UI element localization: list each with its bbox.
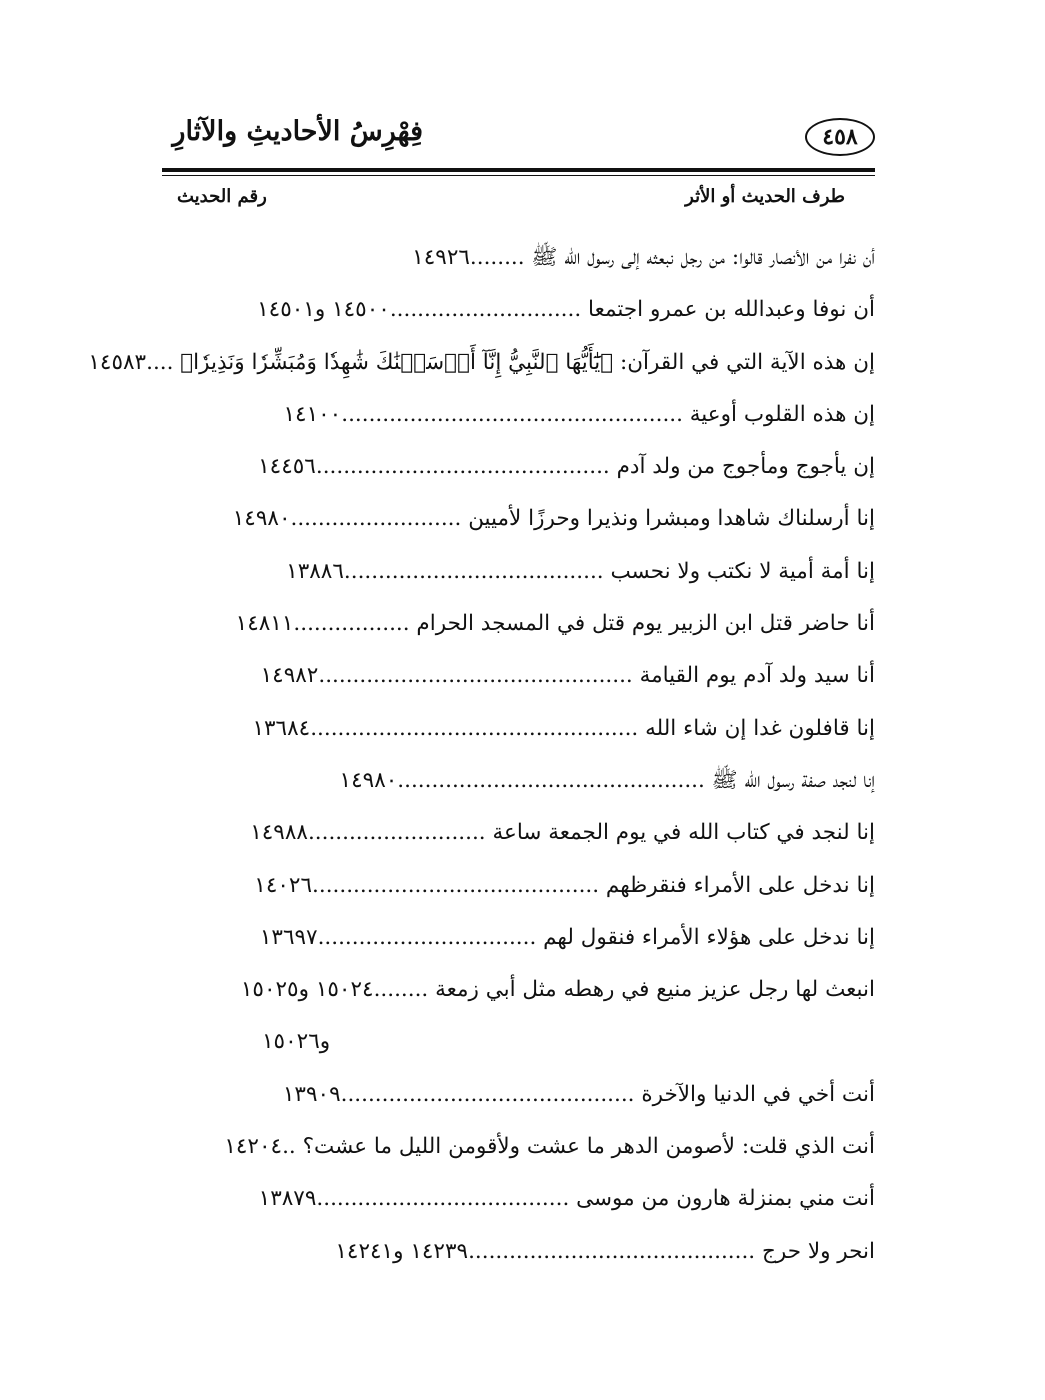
index-entry: إنا ندخل على هؤلاء الأمراء فنقول لهم ................................١٣٦٩٧ [259,924,875,950]
index-page [88,112,875,1278]
index-entry: إنا قافلون غدا إن شاء الله ................................................١٣٦٨٤ [252,715,875,741]
page-header [162,112,875,162]
column-headings [162,182,875,226]
index-entry: أنا سيد ولد آدم يوم القيامة ..............................................١٤٩٨٢ [260,663,875,689]
column-heading-hadith-number: رقم الحديث [177,186,267,207]
index-entry: إنا أمة أمية لا نكتب ولا نحسب ......................................١٣٨٨٦ [286,558,875,584]
index-entry: إنا لنجد في كتاب الله في يوم الجمعة ساعة ..........................١٤٩٨٨ [250,820,875,846]
header-rule-thin [162,175,875,176]
index-entry: إنا أرسلناك شاهدا ومبشرا ونذيرا وحرزًا لأميين .........................١٤٩٨٠ [232,506,875,532]
index-entry: إن هذه القلوب أوعية ..................................................١٤١٠٠ [283,401,875,427]
index-entries [88,232,875,1278]
header-rule-thick [162,168,875,172]
running-title: فِهْرِسُ الأحاديثِ والآثارِ [172,116,423,147]
index-entry: انبعث لها رجل عزيز منيع في رهطه مثل أبي زمعة ........١٥٠٢٤ و١٥٠٢٥ [240,977,875,1003]
index-entry: أنت مني بمنزلة هارون من موسى .....................................١٣٨٧٩ [258,1186,875,1212]
index-entry: انحر ولا حرج ..........................................١٤٢٣٩ و١٤٢٤١ [335,1238,875,1264]
index-entry: أن نفرا من الأنصار قالوا: من رجل نبعثه إلى رسول الله ﷺ ........١٤٩٢٦ [412,245,875,270]
index-entry: إنا لنجد صفة رسول الله ﷺ .............................................١٤٩٨٠ [339,767,875,793]
index-entry: أنا حاضر قتل ابن الزبير يوم قتل في المسجد الحرام .................١٤٨١١ [235,611,875,637]
index-entry: أنت أخي في الدنيا والآخرة ...........................................١٣٩٠٩ [282,1081,875,1107]
column-heading-hadith-start: طرف الحديث أو الأثر [685,186,845,207]
index-entry: إن يأجوج ومأجوج من ولد آدم ...........................................١٤٤٥٦ [258,454,875,480]
index-entry: إنا ندخل على الأمراء فنقرظهم ..........................................١٤٠٢٦ [254,872,875,898]
index-entry: إن هذه الآية التي في القرآن: ﴿يَٰٓأَيُّهَا ٱلنَّبِيُّ إِنَّآ أَرۡسَلۡنَٰكَ شَٰهِدٗا وَمُبَشِّرٗا وَنَذِيرٗا﴾ ....١٤٥٨٣ [88,349,875,375]
index-entry: أنت الذي قلت: لأصومن الدهر ما عشت ولأقومن الليل ما عشت؟ ..١٤٢٠٤ [224,1134,875,1160]
index-entry-continuation: و١٥٠٢٦ [262,1029,331,1055]
page-number: ٤٥٨ [805,118,875,156]
index-entry: أن نوفا وعبدالله بن عمرو اجتمعا ............................١٤٥٠٠ و١٤٥٠١ [257,297,875,323]
